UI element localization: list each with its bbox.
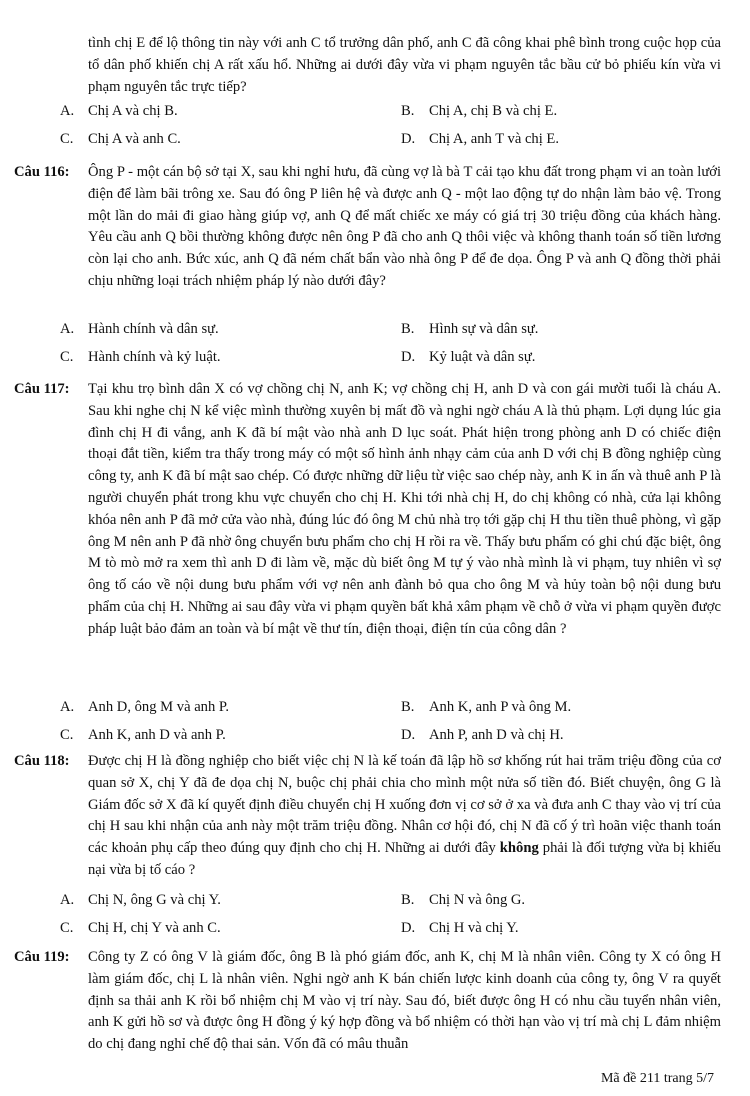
question-text: Tại khu trọ bình dân X có vợ chồng chị N, anh K; vợ chồng chị H, anh D và con gái mười tuổi là cháu A. Sau khi nghe chị N kể việc mình thường xuyên bị mất đồ và nghi ngờ cháu A là thủ phạm. Lợi dụng lúc gia đình chị H đi vắng, anh K đã bí mật vào nhà anh D lục soát. Phát hiện trong phòng anh D có chiếc điện thoại đắt tiền, kiểm tra thấy trong máy có một số hình ảnh nhạy cảm của anh D với chị B đồng nghiệp cùng công ty, anh K đã bí mật sao chép. Có được những dữ liệu từ việc sao chép này, anh K in ấn và thuê anh P là người chuyển phát trong khu vực chuyển cho chị H. Khi tới nhà chị H, do chị không có nhà, cửa lại không khóa nên anh P đã mở cửa vào nhà, đúng lúc đó ông M chủ nhà trọ tới gặp chị H thu tiền thuê phòng, vì gặp ông M nên anh P đã nhờ ông chuyển bưu phẩm cho chị H rồi ra về. Thấy bưu phẩm có ghi chú đặc biệt, ông M tò mò mở ra xem thì anh D đi làm về, mặc dù biết ông M tự ý vào nhà mình là vi phạm, tuy nhiên vì sợ ông tố cáo về nội dung bưu phẩm với vợ nên anh đành bỏ qua cho ông M và hủy toàn bộ nội dung bưu phẩm của chị H. Những ai sau đây vừa vi phạm quyền bất khả xâm phạm về chỗ ở vừa vi phạm quyền được pháp luật bảo đảm an toàn và bí mật về thư tín, điện thoại, điện tín của công dân ?: [88, 381, 721, 637]
option-text: Chị H và chị Y.: [429, 920, 519, 936]
option-text: Kỷ luật và dân sự.: [429, 349, 536, 365]
option-a[interactable]: [60, 697, 229, 719]
answer-options-117: [0, 697, 750, 753]
option-a[interactable]: [60, 890, 221, 912]
question-text: [88, 751, 721, 882]
question-118: [14, 751, 721, 882]
option-text: Chị A và anh C.: [88, 131, 181, 147]
option-a[interactable]: [60, 101, 178, 123]
option-b[interactable]: [401, 101, 557, 123]
option-letter: A.: [60, 699, 75, 715]
option-d[interactable]: [401, 129, 559, 151]
answer-options-118: [0, 890, 750, 946]
option-d[interactable]: [401, 918, 519, 940]
page-footer: Mã đề 211 trang 5/7: [600, 1071, 714, 1086]
question-text: Công ty Z có ông V là giám đốc, ông B là phó giám đốc, anh K, chị M là nhân viên. Công ty X có ông H làm giám đốc, chị L là nhân viên. Nghi ngờ anh K bán chiến lược kinh doanh của công ty, ông V ra quyết định sa thải anh K rồi bổ nhiệm chị M vào vị trí này. Sau đó, biết được ông H có nhu cầu tuyển nhân viên, anh K gửi hồ sơ và được ông H đồng ý ký hợp đồng và bổ nhiệm có thời hạn vào vị trí mà chị L đảm nhiệm do chị đang nghỉ chế độ thai sản. Vốn đã có mâu thuẫn: [88, 949, 721, 1053]
option-text: Chị N, ông G và chị Y.: [88, 892, 221, 908]
option-text: Hình sự và dân sự.: [429, 321, 539, 337]
option-text: Chị A, anh T và chị E.: [429, 131, 559, 147]
option-letter: B.: [401, 103, 415, 119]
question-label: Câu 116:: [14, 164, 70, 180]
option-letter: B.: [401, 892, 415, 908]
option-c[interactable]: [60, 918, 221, 940]
question-text: Ông P - một cán bộ sở tại X, sau khi nghỉ hưu, đã cùng vợ là bà T cải tạo khu đất trong phạm vi an toàn lưới điện để làm bãi trông xe. Sau đó ông P liên hệ và được anh Q - một lao động tự do nhận làm bảo vệ. Trong một lần do mải đi giao hàng giúp vợ, anh Q để mất chiếc xe máy có giá trị 30 triệu đồng của khách hàng. Yêu cầu anh Q bồi thường không được nên ông P đã cho anh Q thôi việc và không thanh toán số tiền lương còn lại cho anh. Bức xúc, anh Q đã ném chất bẩn vào nhà ông P để đe dọa. Ông P và anh Q đồng thời phải chịu những loại trách nhiệm pháp lý nào dưới đây?: [88, 164, 721, 289]
answer-options-prev: [0, 101, 750, 157]
option-text: Anh K, anh P và ông M.: [429, 699, 572, 715]
question-116: [14, 162, 721, 293]
option-letter: D.: [401, 131, 416, 147]
option-letter: D.: [401, 920, 416, 936]
option-text: Hành chính và kỷ luật.: [88, 349, 221, 365]
option-c[interactable]: [60, 347, 221, 369]
question-continuation-text: tình chị E để lộ thông tin này với anh C tổ trưởng dân phố, anh C đã công khai phê bình trong cuộc họp của tổ dân phố khiến chị A rất xấu hổ. Những ai dưới đây vừa vi phạm nguyên tắc bầu cử bỏ phiếu kín vừa vi phạm nguyên tắc trực tiếp?: [88, 35, 721, 95]
question-text-emphasis: không: [499, 840, 539, 857]
option-letter: C.: [60, 131, 74, 147]
option-letter: A.: [60, 321, 75, 337]
option-text: Chị H, chị Y và anh C.: [88, 920, 221, 936]
option-b[interactable]: [401, 890, 525, 912]
option-b[interactable]: [401, 319, 538, 341]
option-letter: B.: [401, 321, 415, 337]
option-text: Chị A, chị B và chị E.: [429, 103, 558, 119]
option-b[interactable]: [401, 697, 571, 719]
option-text: Chị N và ông G.: [429, 892, 526, 908]
option-letter: C.: [60, 727, 74, 743]
question-text-after: phải là đối tượng vừa bị khiếu nại vừa bị tố cáo ?: [88, 840, 721, 878]
option-letter: D.: [401, 727, 416, 743]
option-c[interactable]: [60, 129, 181, 151]
option-d[interactable]: [401, 725, 564, 747]
option-c[interactable]: [60, 725, 226, 747]
option-letter: B.: [401, 699, 415, 715]
option-text: Hành chính và dân sự.: [88, 321, 219, 337]
question-label: Câu 119:: [14, 949, 70, 965]
option-letter: D.: [401, 349, 416, 365]
option-letter: C.: [60, 349, 74, 365]
option-letter: C.: [60, 920, 74, 936]
option-letter: A.: [60, 892, 75, 908]
option-letter: A.: [60, 103, 75, 119]
option-text: Chị A và chị B.: [88, 103, 178, 119]
option-text: Anh P, anh D và chị H.: [429, 727, 564, 743]
option-text: Anh D, ông M và anh P.: [88, 699, 230, 715]
option-a[interactable]: [60, 319, 219, 341]
option-d[interactable]: [401, 347, 535, 369]
question-label: Câu 117:: [14, 381, 70, 397]
question-label: Câu 118:: [14, 753, 70, 769]
answer-options-116: [0, 319, 750, 375]
question-119: [14, 947, 721, 1056]
question-text-before: Được chị H là đồng nghiệp cho biết việc chị N là kế toán đã lập hồ sơ khống rút hai trăm triệu đồng của cơ quan sở X, chị Y đã đe dọa chị N, buộc chị phải chia cho mình một nửa số tiền đó. Biết chuyện, ông G là Giám đốc sở X đã kí quyết định điều chuyển chị H xuống đơn vị cơ sở ở xa và đưa anh C thay vào vị trí của chị H sau khi nhận của anh này một trăm triệu đồng. Nhân cơ hội đó, chị N đã cố ý trì hoãn việc thanh toán các khoản phụ cấp theo đúng quy định cho chị H. Những ai dưới đây: [88, 753, 721, 857]
option-text: Anh K, anh D và anh P.: [88, 727, 226, 743]
question-117: [14, 379, 721, 641]
